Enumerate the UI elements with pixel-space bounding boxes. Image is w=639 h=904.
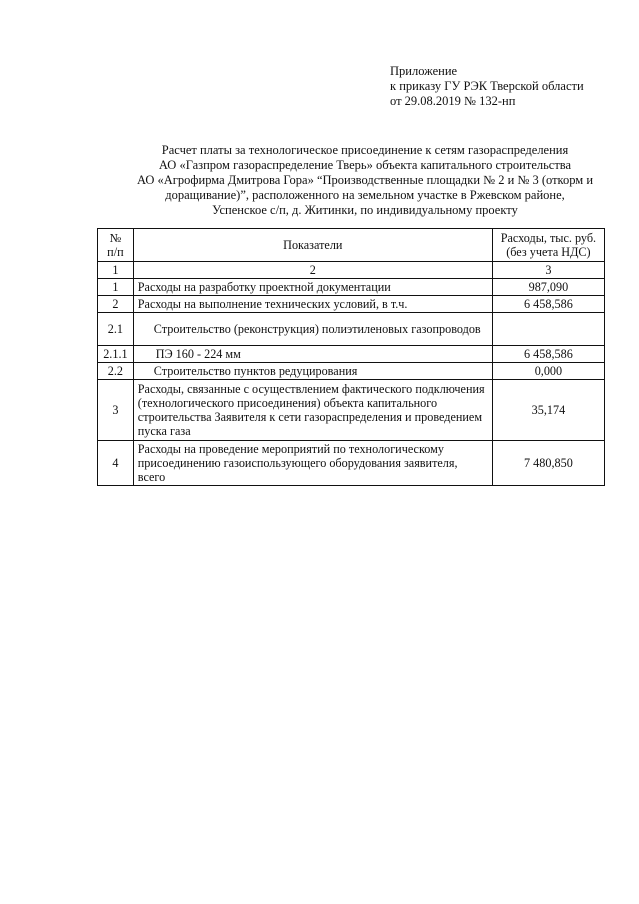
row-name: Расходы на проведение мероприятий по технологическому присоединению газоиспользующего оборудования заявителя, всего (133, 441, 492, 486)
row-name: Расходы на выполнение технических условий, в т.ч. (133, 296, 492, 313)
header-number-line-2: п/п (107, 245, 124, 259)
row-value: 987,090 (492, 279, 604, 296)
appendix-block (390, 64, 584, 109)
row-value (492, 313, 604, 346)
row-value: 7 480,850 (492, 441, 604, 486)
row-value: 6 458,586 (492, 296, 604, 313)
header-name: Показатели (133, 229, 492, 262)
row-number: 3 (98, 380, 134, 441)
row-name: Расходы на разработку проектной документации (133, 279, 492, 296)
calculation-table (97, 228, 605, 486)
title-line-1: Расчет платы за технологическое присоединение к сетям газораспределения (161, 143, 569, 157)
row-number: 2 (98, 296, 134, 313)
title-line-2: АО «Газпром газораспределение Тверь» объекта капитального строительства (158, 158, 572, 172)
row-value: 35,174 (492, 380, 604, 441)
appendix-line-1: Приложение (390, 64, 458, 78)
row-value: 0,000 (492, 363, 604, 380)
appendix-line-2: к приказу ГУ РЭК Тверской области (390, 79, 584, 93)
index-cell-2: 2 (133, 262, 492, 279)
table-header-row (98, 229, 605, 262)
table-row (98, 363, 605, 380)
table-row (98, 441, 605, 486)
appendix-line-3: от 29.08.2019 № 132-нп (390, 94, 516, 108)
header-number-line-1: № (109, 231, 122, 245)
row-number: 2.2 (98, 363, 134, 380)
header-value (492, 229, 604, 262)
row-name: ПЭ 160 - 224 мм (133, 346, 492, 363)
header-value-line-2: (без учета НДС) (506, 245, 591, 259)
row-number: 4 (98, 441, 134, 486)
row-number: 2.1 (98, 313, 134, 346)
header-number (98, 229, 134, 262)
title-line-4: доращивание)”, расположенного на земельном участке в Ржевском районе, (165, 188, 565, 202)
document-title (120, 143, 610, 218)
table-row (98, 296, 605, 313)
title-line-5: Успенское с/п, д. Житинки, по индивидуальному проекту (212, 203, 518, 217)
index-cell-3: 3 (492, 262, 604, 279)
index-cell-1: 1 (98, 262, 134, 279)
header-value-line-1: Расходы, тыс. руб. (500, 231, 597, 245)
table-row (98, 279, 605, 296)
table-row (98, 380, 605, 441)
table-row (98, 313, 605, 346)
title-line-3: АО «Агрофирма Дмитрова Гора» “Производственные площадки № 2 и № 3 (откорм и (136, 173, 594, 187)
row-number: 1 (98, 279, 134, 296)
row-name: Расходы, связанные с осуществлением фактического подключения (технологического присоединения) объекта капитального строительства Заявителя к сети газораспределения и проведением пуска газа (133, 380, 492, 441)
row-name: Строительство пунктов редуцирования (133, 363, 492, 380)
row-value: 6 458,586 (492, 346, 604, 363)
table-index-row (98, 262, 605, 279)
row-name: Строительство (реконструкция) полиэтиленовых газопроводов (133, 313, 492, 346)
table-row (98, 346, 605, 363)
row-number: 2.1.1 (98, 346, 134, 363)
